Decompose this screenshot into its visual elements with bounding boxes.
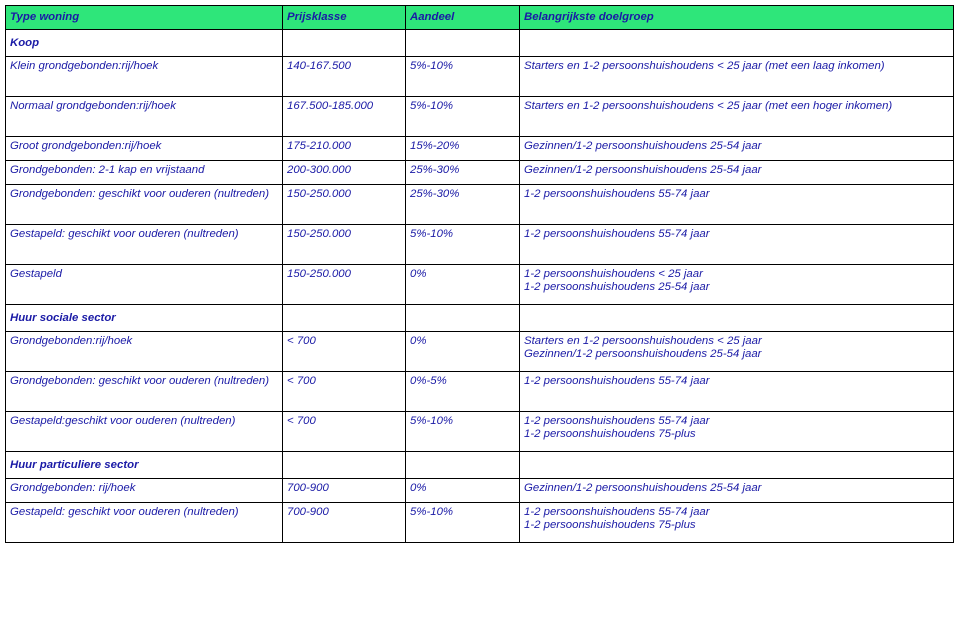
cell-type-woning: Normaal grondgebonden:rij/hoek: [6, 97, 283, 137]
table-row: [6, 503, 954, 543]
cell-doelgroep: [520, 479, 954, 503]
table-row: [6, 412, 954, 452]
cell-doelgroep: [520, 185, 954, 225]
section-empty-cell: [520, 30, 954, 57]
cell-type-woning: Gestapeld:geschikt voor ouderen (nultreden): [6, 412, 283, 452]
doelgroep-line: Starters en 1-2 persoonshuishoudens < 25 jaar: [524, 335, 762, 347]
table-row: [6, 97, 954, 137]
header-aandeel: Aandeel: [406, 6, 520, 30]
section-title: Koop: [6, 30, 283, 57]
table-header-row: [6, 6, 954, 30]
cell-aandeel: 0%-5%: [406, 372, 520, 412]
cell-doelgroep: [520, 503, 954, 543]
cell-aandeel: 0%: [406, 265, 520, 305]
doelgroep-line: 1-2 persoonshuishoudens 55-74 jaar: [524, 415, 710, 427]
table-row: [6, 332, 954, 372]
section-empty-cell: [520, 452, 954, 479]
doelgroep-line: Starters en 1-2 persoonshuishoudens < 25 jaar (met een hoger inkomen): [524, 100, 893, 112]
doelgroep-line: 1-2 persoonshuishoudens 55-74 jaar: [524, 506, 710, 518]
cell-type-woning: Gestapeld: geschikt voor ouderen (nultreden): [6, 225, 283, 265]
header-type-woning: Type woning: [6, 6, 283, 30]
doelgroep-line: Starters en 1-2 persoonshuishoudens < 25 jaar (met een laag inkomen): [524, 60, 885, 72]
cell-type-woning: Gestapeld: [6, 265, 283, 305]
table-row: [6, 479, 954, 503]
section-empty-cell: [406, 452, 520, 479]
section-empty-cell: [283, 452, 406, 479]
cell-doelgroep: [520, 412, 954, 452]
doelgroep-line: Gezinnen/1-2 persoonshuishoudens 25-54 jaar: [524, 482, 762, 494]
cell-aandeel: 25%-30%: [406, 185, 520, 225]
doelgroep-line: Gezinnen/1-2 persoonshuishoudens 25-54 jaar: [524, 140, 762, 152]
cell-prijsklasse: 175-210.000: [283, 137, 406, 161]
cell-aandeel: 0%: [406, 479, 520, 503]
cell-prijsklasse: 140-167.500: [283, 57, 406, 97]
cell-type-woning: Grondgebonden:rij/hoek: [6, 332, 283, 372]
cell-type-woning: Gestapeld: geschikt voor ouderen (nultreden): [6, 503, 283, 543]
cell-doelgroep: [520, 332, 954, 372]
section-empty-cell: [520, 305, 954, 332]
doelgroep-line: 1-2 persoonshuishoudens 55-74 jaar: [524, 375, 710, 387]
section-empty-cell: [406, 305, 520, 332]
doelgroep-line: 1-2 persoonshuishoudens 75-plus: [524, 427, 696, 440]
cell-doelgroep: [520, 97, 954, 137]
table-body: [6, 30, 954, 543]
doelgroep-line: 1-2 persoonshuishoudens 55-74 jaar: [524, 188, 710, 200]
cell-doelgroep: [520, 265, 954, 305]
header-prijsklasse: Prijsklasse: [283, 6, 406, 30]
cell-prijsklasse: 167.500-185.000: [283, 97, 406, 137]
cell-doelgroep: [520, 137, 954, 161]
table-row: [6, 57, 954, 97]
cell-type-woning: Grondgebonden: geschikt voor ouderen (nultreden): [6, 372, 283, 412]
cell-prijsklasse: < 700: [283, 412, 406, 452]
cell-prijsklasse: 150-250.000: [283, 185, 406, 225]
cell-prijsklasse: 150-250.000: [283, 265, 406, 305]
cell-aandeel: 5%-10%: [406, 97, 520, 137]
cell-type-woning: Grondgebonden: 2-1 kap en vrijstaand: [6, 161, 283, 185]
cell-doelgroep: [520, 372, 954, 412]
doelgroep-line: 1-2 persoonshuishoudens < 25 jaar: [524, 268, 703, 280]
table-row: [6, 265, 954, 305]
section-empty-cell: [283, 30, 406, 57]
header-doelgroep: Belangrijkste doelgroep: [520, 6, 954, 30]
section-title: Huur particuliere sector: [6, 452, 283, 479]
table-row: [6, 185, 954, 225]
doelgroep-line: 1-2 persoonshuishoudens 25-54 jaar: [524, 280, 710, 293]
table-row: [6, 137, 954, 161]
section-empty-cell: [283, 305, 406, 332]
cell-aandeel: 25%-30%: [406, 161, 520, 185]
cell-aandeel: 5%-10%: [406, 503, 520, 543]
cell-doelgroep: [520, 225, 954, 265]
cell-aandeel: 5%-10%: [406, 412, 520, 452]
section-row: [6, 305, 954, 332]
cell-prijsklasse: 700-900: [283, 479, 406, 503]
doelgroep-line: Gezinnen/1-2 persoonshuishoudens 25-54 jaar: [524, 164, 762, 176]
cell-type-woning: Grondgebonden: geschikt voor ouderen (nultreden): [6, 185, 283, 225]
cell-doelgroep: [520, 57, 954, 97]
cell-prijsklasse: < 700: [283, 372, 406, 412]
cell-prijsklasse: 700-900: [283, 503, 406, 543]
table-row: [6, 372, 954, 412]
table-row: [6, 161, 954, 185]
woning-table: [5, 5, 954, 543]
cell-aandeel: 15%-20%: [406, 137, 520, 161]
cell-aandeel: 5%-10%: [406, 225, 520, 265]
cell-aandeel: 0%: [406, 332, 520, 372]
doelgroep-line: 1-2 persoonshuishoudens 55-74 jaar: [524, 228, 710, 240]
cell-prijsklasse: 150-250.000: [283, 225, 406, 265]
section-row: [6, 452, 954, 479]
section-empty-cell: [406, 30, 520, 57]
section-row: [6, 30, 954, 57]
doelgroep-line: 1-2 persoonshuishoudens 75-plus: [524, 518, 696, 531]
cell-type-woning: Groot grondgebonden:rij/hoek: [6, 137, 283, 161]
section-title: Huur sociale sector: [6, 305, 283, 332]
cell-prijsklasse: < 700: [283, 332, 406, 372]
doelgroep-line: Gezinnen/1-2 persoonshuishoudens 25-54 jaar: [524, 347, 762, 360]
table-row: [6, 225, 954, 265]
cell-aandeel: 5%-10%: [406, 57, 520, 97]
cell-prijsklasse: 200-300.000: [283, 161, 406, 185]
cell-type-woning: Klein grondgebonden:rij/hoek: [6, 57, 283, 97]
cell-doelgroep: [520, 161, 954, 185]
cell-type-woning: Grondgebonden: rij/hoek: [6, 479, 283, 503]
